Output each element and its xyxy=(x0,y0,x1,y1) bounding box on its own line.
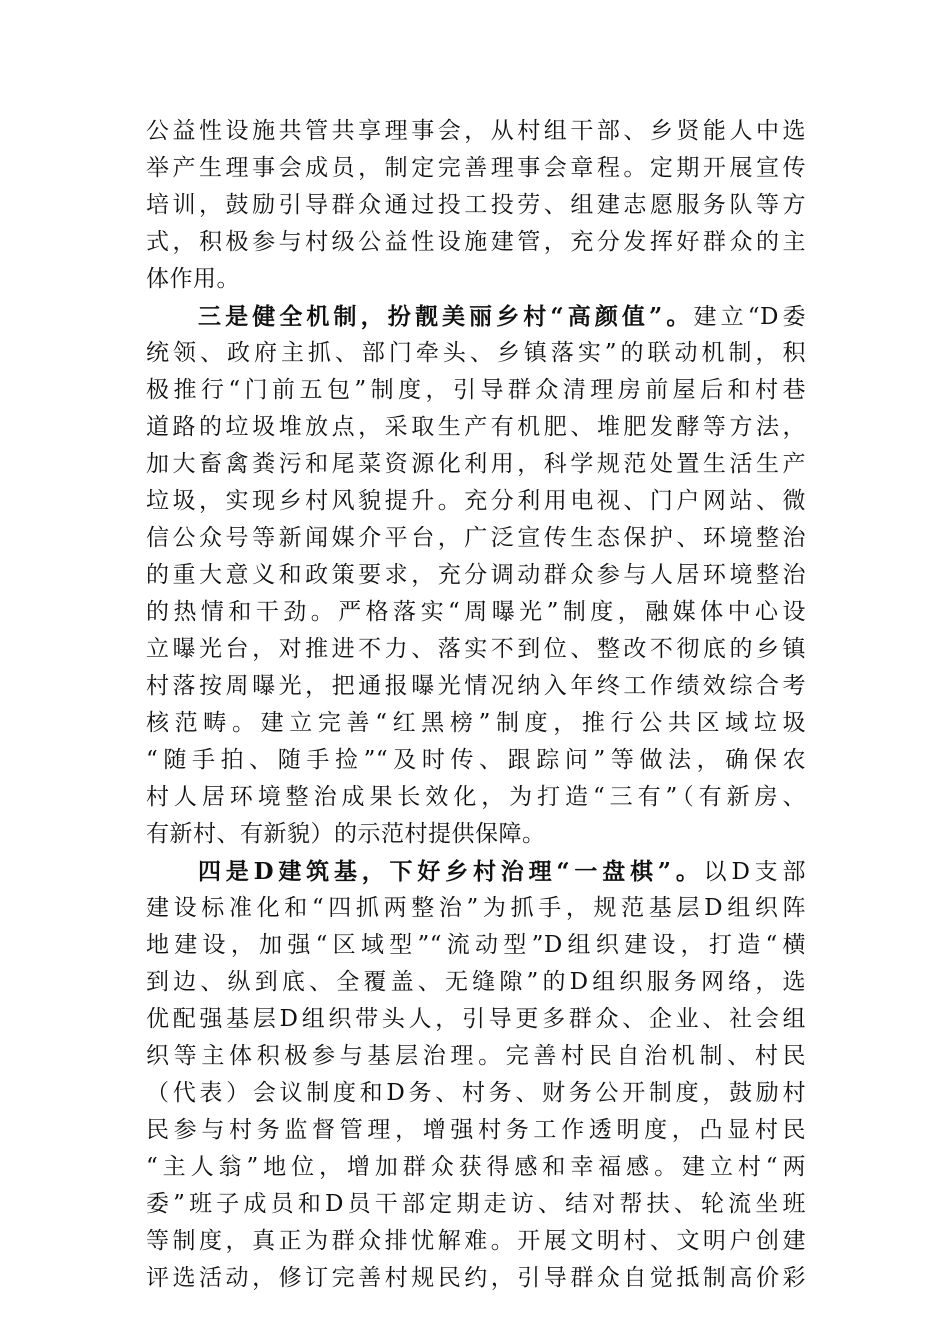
text-line: 核范畴。建立完善“红黑榜”制度，推行公共区域垃圾 xyxy=(146,710,806,736)
text-line: 道路的垃圾堆放点，采取生产有机肥、堆肥发酵等方法， xyxy=(146,414,806,440)
text-line: 加大畜禽粪污和尾菜资源化利用，科学规范处置生活生产 xyxy=(146,451,806,477)
text-line: 举产生理事会成员，制定完善理事会章程。定期开展宣传 xyxy=(146,155,806,181)
text-line: 垃圾，实现乡村风貌提升。充分利用电视、门户网站、微 xyxy=(146,488,806,514)
text-line: 的热情和干劲。严格落实“周曝光”制度，融媒体中心设 xyxy=(146,599,806,625)
text-line: 培训，鼓励引导群众通过投工投劳、组建志愿服务队等方 xyxy=(146,192,806,218)
text-line: 式，积极参与村级公益性设施建管，充分发挥好群众的主 xyxy=(146,229,806,255)
text-line: 建设标准化和“四抓两整治”为抓手，规范基层D组织阵 xyxy=(146,895,806,921)
text-line: “主人翁”地位，增加群众获得感和幸福感。建立村“两 xyxy=(146,1154,806,1180)
paragraph xyxy=(146,298,806,853)
text-line: 委”班子成员和D员干部定期走访、结对帮扶、轮流坐班 xyxy=(146,1191,806,1217)
text-line: 地建设，加强“区域型”“流动型”D组织建设，打造“横 xyxy=(146,932,806,958)
document-body xyxy=(146,113,806,1297)
text-line: 到边、纵到底、全覆盖、无缝隙”的D组织服务网络，选 xyxy=(146,969,806,995)
text-line xyxy=(146,298,806,335)
paragraph-heading: 四是D建筑基，下好乡村治理“一盘棋”。 xyxy=(198,858,704,885)
text-line: 优配强基层D组织带头人，引导更多群众、企业、社会组 xyxy=(146,1006,806,1032)
text-line: 村落按周曝光，把通报曝光情况纳入年终工作绩效综合考 xyxy=(146,673,806,699)
text-line: 有新村、有新貌）的示范村提供保障。 xyxy=(146,821,546,847)
text-line: 立曝光台，对推进不力、落实不到位、整改不彻底的乡镇 xyxy=(146,636,806,662)
text-line: 信公众号等新闻媒介平台，广泛宣传生态保护、环境整治 xyxy=(146,525,806,551)
text-line: 等制度，真正为群众排忧解难。开展文明村、文明户创建 xyxy=(146,1228,806,1254)
text-run: 建立“D委 xyxy=(693,304,806,330)
text-line: 评选活动，修订完善村规民约，引导群众自觉抵制高价彩 xyxy=(146,1265,806,1291)
text-line: 村人居环境整治成果长效化，为打造“三有”（有新房、 xyxy=(146,784,806,810)
text-line: 公益性设施共管共享理事会，从村组干部、乡贤能人中选 xyxy=(146,118,806,144)
paragraph xyxy=(146,113,806,298)
text-line: 的重大意义和政策要求，充分调动群众参与人居环境整治 xyxy=(146,562,806,588)
paragraph xyxy=(146,853,806,1297)
text-line: “随手拍、随手捡”“及时传、跟踪问”等做法，确保农 xyxy=(146,747,806,773)
text-line xyxy=(146,853,806,890)
text-line: 极推行“门前五包”制度，引导群众清理房前屋后和村巷 xyxy=(146,377,806,403)
text-line: （代表）会议制度和D务、村务、财务公开制度，鼓励村 xyxy=(146,1080,806,1106)
paragraph-heading: 三是健全机制，扮靓美丽乡村“高颜值”。 xyxy=(198,303,694,330)
text-line: 民参与村务监督管理，增强村务工作透明度，凸显村民 xyxy=(146,1117,806,1143)
text-run: 以D支部 xyxy=(703,859,806,885)
text-line: 统领、政府主抓、部门牵头、乡镇落实”的联动机制，积 xyxy=(146,340,806,366)
text-line: 体作用。 xyxy=(146,266,240,292)
text-line: 织等主体积极参与基层治理。完善村民自治机制、村民 xyxy=(146,1043,806,1069)
